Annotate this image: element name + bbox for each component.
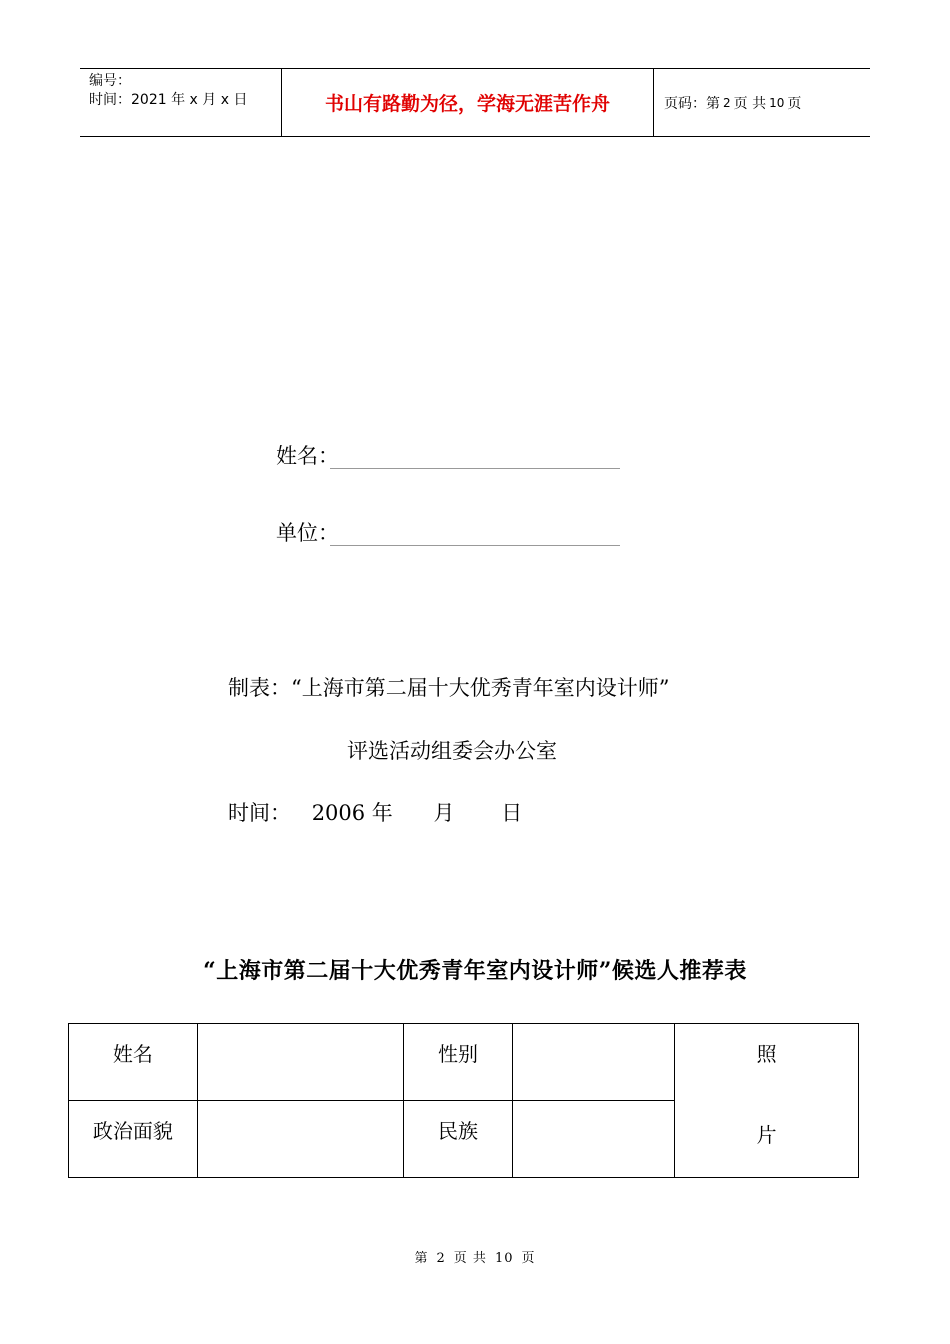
header-meta	[80, 69, 282, 136]
page-header	[80, 68, 870, 137]
made-by: 制表：“上海市第二届十大优秀青年室内设计师”	[228, 676, 670, 700]
table-row	[69, 1024, 859, 1101]
political-value-cell[interactable]	[197, 1101, 403, 1178]
page-total: 10	[769, 95, 785, 110]
footer-suffix: 页	[521, 1251, 536, 1266]
table-label-cell	[403, 1101, 513, 1178]
name-underline	[330, 468, 620, 469]
made-by-office: 评选活动组委会办公室	[347, 739, 557, 763]
serial-label: 编号：	[89, 73, 131, 89]
gender-cell-label: 性别	[437, 1042, 478, 1066]
cover-year: 2006 年	[311, 801, 393, 825]
page-footer	[0, 1247, 950, 1266]
name-cell-label: 姓名	[112, 1042, 153, 1066]
political-cell-label: 政治面貌	[92, 1119, 173, 1143]
page-prefix: 页码：第	[664, 95, 720, 112]
header-time: 时间：2021 年 x 月 x 日	[89, 92, 248, 108]
unit-label: 单位：	[276, 521, 339, 545]
name-value-cell[interactable]	[197, 1024, 403, 1101]
footer-prefix: 第	[414, 1251, 429, 1266]
footer-mid: 页 共	[453, 1251, 487, 1266]
form-title: “上海市第二届十大优秀青年室内设计师”候选人推荐表	[203, 958, 747, 984]
photo-cell[interactable]	[675, 1024, 859, 1178]
gender-value-cell[interactable]	[513, 1024, 675, 1101]
header-page-info	[654, 69, 870, 136]
cover-time	[228, 797, 522, 827]
table-label-cell	[69, 1024, 198, 1101]
page-mid: 页 共	[733, 95, 767, 112]
page-current: 2	[723, 95, 731, 110]
footer-page: 2	[436, 1251, 446, 1266]
ethnicity-value-cell[interactable]	[513, 1101, 675, 1178]
table-label-cell	[403, 1024, 513, 1101]
photo-char-2: 片	[756, 1123, 777, 1147]
page-suffix: 页	[787, 95, 802, 112]
cover-month: 月	[433, 801, 455, 825]
table-label-cell	[69, 1101, 198, 1178]
cover-time-label: 时间：	[228, 801, 291, 825]
ethnicity-cell-label: 民族	[437, 1119, 478, 1143]
photo-char-1: 照	[756, 1042, 777, 1066]
footer-total: 10	[494, 1251, 514, 1266]
name-label: 姓名：	[276, 444, 339, 468]
header-motto: 书山有路勤为径，学海无涯苦作舟	[282, 69, 654, 136]
recommendation-table	[68, 1023, 859, 1178]
cover-day: 日	[501, 801, 523, 825]
unit-underline	[330, 545, 620, 546]
